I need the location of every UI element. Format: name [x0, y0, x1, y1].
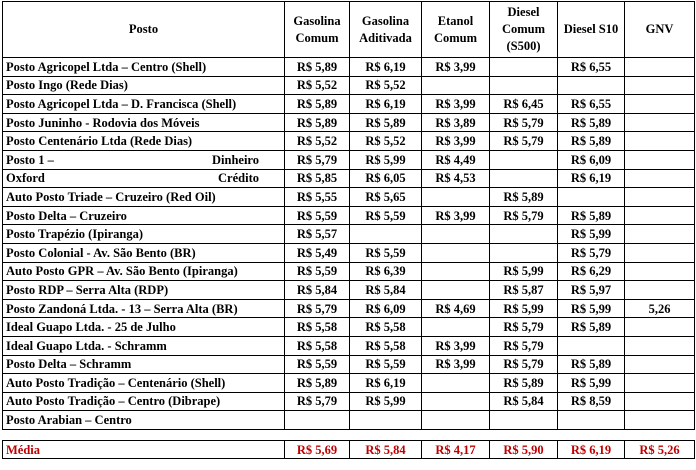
- price-gnv: [625, 150, 695, 169]
- posto-name: Posto Centenário Ltda (Rede Dias): [3, 132, 285, 151]
- price-gnv: 5,26: [625, 299, 695, 318]
- price-diesel-s10: R$ 6,29: [558, 262, 625, 281]
- table-row: [3, 225, 695, 244]
- price-etanol-comum: [422, 281, 490, 300]
- table-row: [3, 58, 695, 77]
- price-gasolina-comum: R$ 5,58: [285, 336, 350, 355]
- posto-name: Posto Agricopel Ltda – Centro (Shell): [3, 58, 285, 77]
- table-row: [3, 95, 695, 114]
- price-diesel-s500: R$ 5,89: [490, 374, 558, 393]
- media-label: Média: [3, 440, 285, 459]
- price-diesel-s10: R$ 5,89: [558, 355, 625, 374]
- price-diesel-s500: [490, 58, 558, 77]
- price-gnv: [625, 58, 695, 77]
- table-row: [3, 374, 695, 393]
- header-etanol-comum: Etanol Comum: [422, 2, 490, 58]
- posto-name: Auto Posto Tradição – Centenário (Shell): [3, 374, 285, 393]
- price-diesel-s500: R$ 5,84: [490, 392, 558, 411]
- price-etanol-comum: [422, 225, 490, 244]
- price-diesel-s10: R$ 5,89: [558, 132, 625, 151]
- price-gasolina-comum: R$ 5,79: [285, 392, 350, 411]
- price-diesel-s500: [490, 411, 558, 430]
- fuel-price-table: [2, 1, 695, 459]
- price-diesel-s500: R$ 6,45: [490, 95, 558, 114]
- price-etanol-comum: R$ 3,99: [422, 206, 490, 225]
- price-gasolina-aditivada: R$ 6,05: [350, 169, 422, 188]
- price-gnv: [625, 355, 695, 374]
- price-gasolina-aditivada: [350, 225, 422, 244]
- posto-name: [3, 169, 285, 188]
- table-row: [3, 336, 695, 355]
- price-etanol-comum: R$ 3,99: [422, 95, 490, 114]
- price-gasolina-comum: R$ 5,89: [285, 58, 350, 77]
- posto-name-part: Oxford: [6, 171, 45, 186]
- price-gasolina-aditivada: R$ 5,59: [350, 355, 422, 374]
- price-diesel-s10: R$ 6,19: [558, 169, 625, 188]
- table-row: [3, 169, 695, 188]
- price-gnv: [625, 411, 695, 430]
- price-diesel-s500: R$ 5,79: [490, 318, 558, 337]
- price-diesel-s500: R$ 5,89: [490, 188, 558, 207]
- price-gasolina-comum: R$ 5,52: [285, 132, 350, 151]
- price-diesel-s10: R$ 5,89: [558, 206, 625, 225]
- payment-type: Crédito: [218, 171, 259, 186]
- price-gnv: [625, 392, 695, 411]
- price-gnv: [625, 336, 695, 355]
- posto-name: Auto Posto GPR – Av. São Bento (Ipiranga): [3, 262, 285, 281]
- price-etanol-comum: R$ 3,99: [422, 58, 490, 77]
- posto-name: Posto Juninho - Rodovia dos Móveis: [3, 113, 285, 132]
- price-diesel-s10: [558, 188, 625, 207]
- price-diesel-s500: R$ 5,79: [490, 336, 558, 355]
- price-diesel-s500: [490, 150, 558, 169]
- table-row: [3, 262, 695, 281]
- media-gasolina-comum: R$ 5,69: [285, 440, 350, 459]
- table-row: [3, 188, 695, 207]
- price-diesel-s10: R$ 5,89: [558, 113, 625, 132]
- posto-name: Ideal Guapo Ltda. - 25 de Julho: [3, 318, 285, 337]
- posto-name: Posto Colonial - Av. São Bento (BR): [3, 243, 285, 262]
- price-gasolina-comum: R$ 5,89: [285, 113, 350, 132]
- table-row: [3, 281, 695, 300]
- price-diesel-s10: [558, 336, 625, 355]
- header-diesel-s500: Diesel Comum (S500): [490, 2, 558, 58]
- price-gasolina-aditivada: R$ 6,39: [350, 262, 422, 281]
- media-row: [3, 440, 695, 459]
- price-diesel-s10: R$ 5,99: [558, 374, 625, 393]
- table-row: [3, 113, 695, 132]
- price-diesel-s10: R$ 5,99: [558, 225, 625, 244]
- price-etanol-comum: [422, 188, 490, 207]
- price-etanol-comum: R$ 3,89: [422, 113, 490, 132]
- posto-name: Posto Ingo (Rede Dias): [3, 76, 285, 95]
- header-posto: Posto: [3, 2, 285, 58]
- price-gasolina-aditivada: R$ 5,89: [350, 113, 422, 132]
- posto-name: Posto Delta – Schramm: [3, 355, 285, 374]
- price-gasolina-comum: R$ 5,58: [285, 318, 350, 337]
- header-diesel-s10: Diesel S10: [558, 2, 625, 58]
- price-gnv: [625, 169, 695, 188]
- posto-name: Posto Arabian – Centro: [3, 411, 285, 430]
- price-etanol-comum: R$ 4,49: [422, 150, 490, 169]
- posto-name: [3, 150, 285, 169]
- price-etanol-comum: [422, 392, 490, 411]
- table-row: [3, 392, 695, 411]
- table-row: [3, 411, 695, 430]
- price-gasolina-comum: R$ 5,85: [285, 169, 350, 188]
- price-etanol-comum: R$ 3,99: [422, 336, 490, 355]
- posto-name-part: Posto 1 –: [6, 152, 54, 167]
- price-gasolina-aditivada: R$ 5,52: [350, 76, 422, 95]
- price-gnv: [625, 113, 695, 132]
- price-diesel-s10: R$ 6,55: [558, 95, 625, 114]
- price-gasolina-comum: R$ 5,89: [285, 95, 350, 114]
- posto-name: Posto Zandoná Ltda. - 13 – Serra Alta (BR): [3, 299, 285, 318]
- price-gasolina-comum: R$ 5,59: [285, 262, 350, 281]
- price-diesel-s500: [490, 76, 558, 95]
- table-row: [3, 132, 695, 151]
- price-gasolina-aditivada: R$ 5,84: [350, 281, 422, 300]
- price-gnv: [625, 374, 695, 393]
- price-diesel-s500: R$ 5,99: [490, 299, 558, 318]
- payment-type: Dinheiro: [212, 152, 259, 167]
- table-row: [3, 299, 695, 318]
- media-diesel-s10: R$ 6,19: [558, 440, 625, 459]
- price-diesel-s10: R$ 5,99: [558, 299, 625, 318]
- price-gasolina-comum: [285, 411, 350, 430]
- price-gasolina-aditivada: [350, 411, 422, 430]
- media-gasolina-aditivada: R$ 5,84: [350, 440, 422, 459]
- price-etanol-comum: R$ 4,69: [422, 299, 490, 318]
- price-gasolina-comum: R$ 5,55: [285, 188, 350, 207]
- price-gasolina-aditivada: R$ 6,19: [350, 374, 422, 393]
- price-gasolina-aditivada: R$ 5,65: [350, 188, 422, 207]
- price-gasolina-comum: R$ 5,57: [285, 225, 350, 244]
- price-gasolina-comum: R$ 5,79: [285, 150, 350, 169]
- price-etanol-comum: R$ 4,53: [422, 169, 490, 188]
- table-row: [3, 318, 695, 337]
- posto-name: Ideal Guapo Ltda. - Schramm: [3, 336, 285, 355]
- price-gasolina-aditivada: R$ 6,19: [350, 95, 422, 114]
- price-gasolina-comum: R$ 5,89: [285, 374, 350, 393]
- price-gnv: [625, 225, 695, 244]
- posto-name: Auto Posto Tradição – Centro (Dibrape): [3, 392, 285, 411]
- media-etanol-comum: R$ 4,17: [422, 440, 490, 459]
- price-gasolina-aditivada: R$ 5,52: [350, 132, 422, 151]
- spacer-row: [3, 429, 695, 440]
- posto-name: Auto Posto Triade – Cruzeiro (Red Oil): [3, 188, 285, 207]
- price-diesel-s500: R$ 5,87: [490, 281, 558, 300]
- price-diesel-s10: [558, 76, 625, 95]
- price-gasolina-aditivada: R$ 5,58: [350, 336, 422, 355]
- price-diesel-s500: R$ 5,79: [490, 355, 558, 374]
- table-row: [3, 76, 695, 95]
- price-gasolina-comum: R$ 5,52: [285, 76, 350, 95]
- posto-name: Posto Trapézio (Ipiranga): [3, 225, 285, 244]
- price-gnv: [625, 188, 695, 207]
- price-gnv: [625, 262, 695, 281]
- price-diesel-s10: R$ 5,79: [558, 243, 625, 262]
- price-gasolina-comum: R$ 5,79: [285, 299, 350, 318]
- price-gasolina-aditivada: R$ 5,99: [350, 150, 422, 169]
- posto-name: Posto Delta – Cruzeiro: [3, 206, 285, 225]
- header-gasolina-comum: Gasolina Comum: [285, 2, 350, 58]
- price-diesel-s10: R$ 5,89: [558, 318, 625, 337]
- media-gnv: R$ 5,26: [625, 440, 695, 459]
- price-gnv: [625, 76, 695, 95]
- price-gasolina-comum: R$ 5,84: [285, 281, 350, 300]
- price-diesel-s500: R$ 5,79: [490, 132, 558, 151]
- fuel-price-table-wrapper: [2, 1, 694, 459]
- header-gnv: GNV: [625, 2, 695, 58]
- price-etanol-comum: [422, 318, 490, 337]
- price-diesel-s500: R$ 5,79: [490, 113, 558, 132]
- price-gasolina-aditivada: R$ 5,58: [350, 318, 422, 337]
- price-gasolina-aditivada: R$ 6,09: [350, 299, 422, 318]
- media-diesel-s500: R$ 5,90: [490, 440, 558, 459]
- price-diesel-s10: [558, 411, 625, 430]
- price-gasolina-aditivada: R$ 5,59: [350, 243, 422, 262]
- price-diesel-s500: R$ 5,79: [490, 206, 558, 225]
- header-gasolina-aditivada: Gasolina Aditivada: [350, 2, 422, 58]
- price-diesel-s10: R$ 6,55: [558, 58, 625, 77]
- price-gasolina-aditivada: R$ 5,59: [350, 206, 422, 225]
- price-gasolina-comum: R$ 5,49: [285, 243, 350, 262]
- price-etanol-comum: [422, 374, 490, 393]
- price-diesel-s500: [490, 169, 558, 188]
- price-etanol-comum: [422, 243, 490, 262]
- header-row: [3, 2, 695, 58]
- price-gnv: [625, 318, 695, 337]
- price-diesel-s10: R$ 5,97: [558, 281, 625, 300]
- price-gnv: [625, 206, 695, 225]
- table-row: [3, 150, 695, 169]
- price-etanol-comum: R$ 3,99: [422, 132, 490, 151]
- price-etanol-comum: [422, 262, 490, 281]
- price-gasolina-comum: R$ 5,59: [285, 355, 350, 374]
- table-row: [3, 243, 695, 262]
- price-diesel-s10: R$ 6,09: [558, 150, 625, 169]
- price-diesel-s500: R$ 5,99: [490, 262, 558, 281]
- price-gasolina-comum: R$ 5,59: [285, 206, 350, 225]
- table-row: [3, 206, 695, 225]
- price-diesel-s500: [490, 225, 558, 244]
- price-etanol-comum: R$ 3,99: [422, 355, 490, 374]
- price-gasolina-aditivada: R$ 6,19: [350, 58, 422, 77]
- posto-name: Posto RDP – Serra Alta (RDP): [3, 281, 285, 300]
- posto-name: Posto Agricopel Ltda – D. Francisca (Shell): [3, 95, 285, 114]
- price-gnv: [625, 132, 695, 151]
- price-etanol-comum: [422, 411, 490, 430]
- price-gnv: [625, 243, 695, 262]
- price-diesel-s10: R$ 8,59: [558, 392, 625, 411]
- price-gnv: [625, 281, 695, 300]
- table-body: [3, 58, 695, 430]
- price-gasolina-aditivada: R$ 5,99: [350, 392, 422, 411]
- price-gnv: [625, 95, 695, 114]
- price-etanol-comum: [422, 76, 490, 95]
- price-diesel-s500: [490, 243, 558, 262]
- table-row: [3, 355, 695, 374]
